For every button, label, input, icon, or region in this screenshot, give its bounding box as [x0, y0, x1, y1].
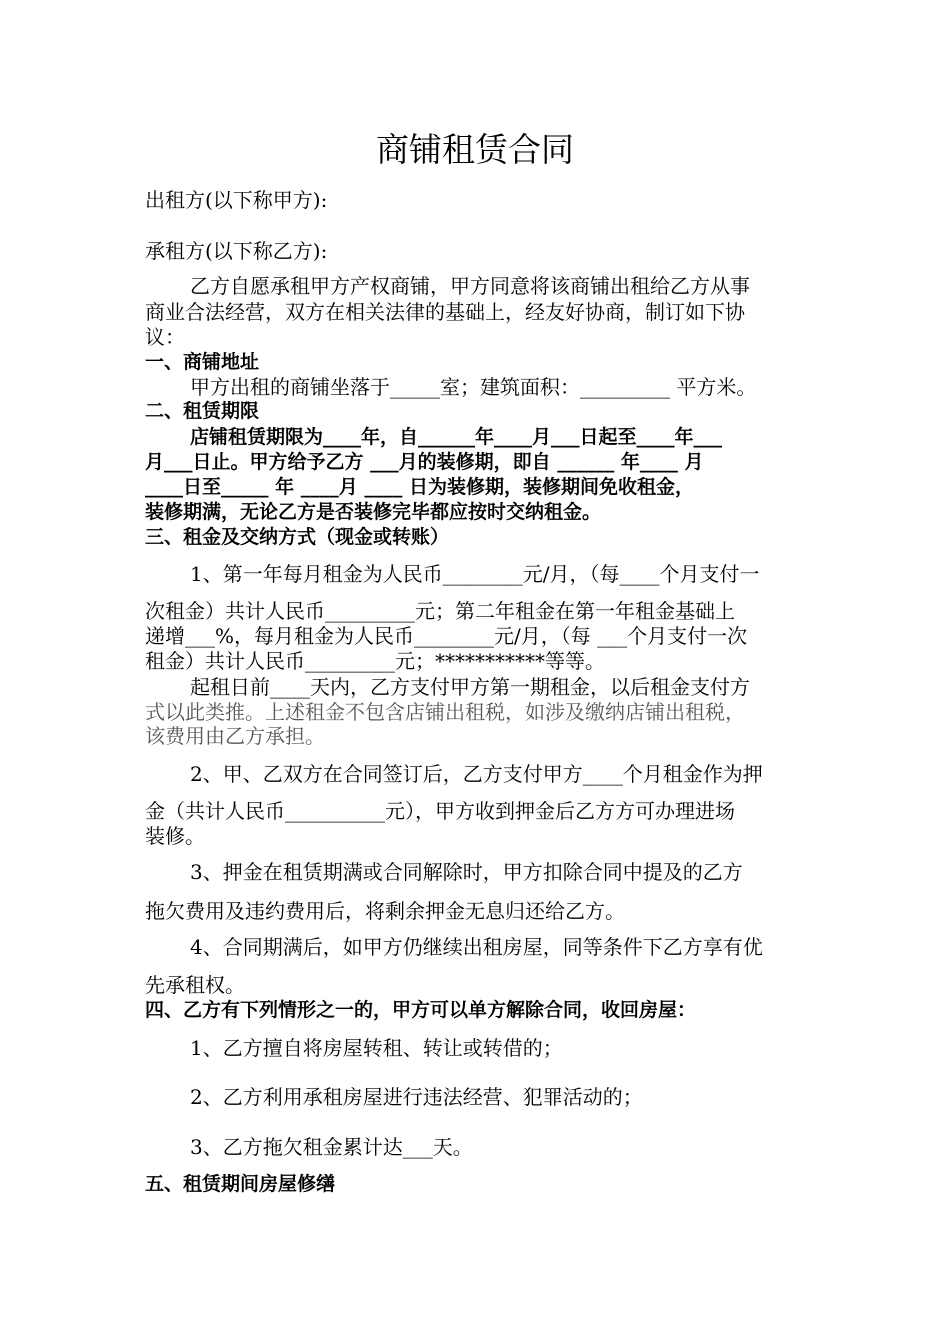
- clause-line: 1、第一年每月租金为人民币________元/月，（每____个月支付一: [190, 562, 760, 586]
- clause-line: 4、合同期满后，如甲方仍继续出租房屋，同等条件下乙方享有优: [190, 935, 763, 959]
- clause-line: 该费用由乙方承担。: [145, 724, 325, 748]
- clause-line: 拖欠费用及违约费用后，将剩余押金无息归还给乙方。: [145, 899, 625, 923]
- intro-line: 乙方自愿承租甲方产权商铺，甲方同意将该商铺出租给乙方从事: [190, 274, 750, 298]
- clause-line: 金（共计人民币__________元），甲方收到押金后乙方方可办理进场: [145, 799, 735, 823]
- clause-line: 装修。: [145, 824, 205, 848]
- clause-line: 起租日前____天内，乙方支付甲方第一期租金，以后租金支付方: [190, 675, 750, 699]
- clause-line: 先承租权。: [145, 973, 245, 997]
- section2-heading: 二、租赁期限: [145, 400, 260, 422]
- document-title: 商铺租赁合同: [376, 130, 574, 169]
- section1-line: 甲方出租的商铺坐落于_____室；建筑面积：_________ 平方米。: [190, 375, 757, 399]
- section4-item: 3、乙方拖欠租金累计达___天。: [190, 1135, 473, 1159]
- lessee-line: 承租方(以下称乙方):: [145, 239, 328, 263]
- clause-line: 3、押金在租赁期满或合同解除时，甲方扣除合同中提及的乙方: [190, 860, 743, 884]
- clause-line: 租金）共计人民币_________元；***********等等。: [145, 649, 605, 673]
- section4-heading: 四、乙方有下列情形之一的，甲方可以单方解除合同，收回房屋：: [145, 999, 697, 1021]
- clause-line: 2、甲、乙双方在合同签订后，乙方支付甲方____个月租金作为押: [190, 762, 763, 786]
- intro-line: 议：: [145, 325, 185, 349]
- clause-line: 式以此类推。上述租金不包含店铺出租税，如涉及缴纳店铺出租税，: [145, 700, 745, 724]
- intro-line: 商业合法经营，双方在相关法律的基础上，经友好协商，制订如下协: [145, 300, 745, 324]
- section2-line: ____日至_____ 年 ____月 ____ 日为装修期，装修期间免收租金，: [145, 476, 694, 498]
- section4-item: 2、乙方利用承租房屋进行违法经营、犯罪活动的；: [190, 1085, 643, 1109]
- section4-item: 1、乙方擅自将房屋转租、转让或转借的；: [190, 1036, 563, 1060]
- section2-line: 店铺租赁期限为____年，自______年____月___日起至____年___: [190, 426, 723, 448]
- section2-line: 装修期满，无论乙方是否装修完毕都应按时交纳租金。: [145, 501, 602, 523]
- clause-line: 递增___%，每月租金为人民币________元/月，（每 ___个月支付一次: [145, 624, 748, 648]
- section3-heading: 三、租金及交纳方式（现金或转账）: [145, 526, 450, 548]
- clause-line: 次租金）共计人民币_________元；第二年租金在第一年租金基础上: [145, 599, 735, 623]
- section5-heading: 五、租赁期间房屋修缮: [145, 1173, 336, 1195]
- lessor-line: 出租方(以下称甲方):: [145, 188, 328, 212]
- section2-line: 月___日止。甲方给予乙方 ___月的装修期，即自 ______ 年____ 月: [145, 451, 704, 473]
- section1-heading: 一、商铺地址: [145, 351, 260, 373]
